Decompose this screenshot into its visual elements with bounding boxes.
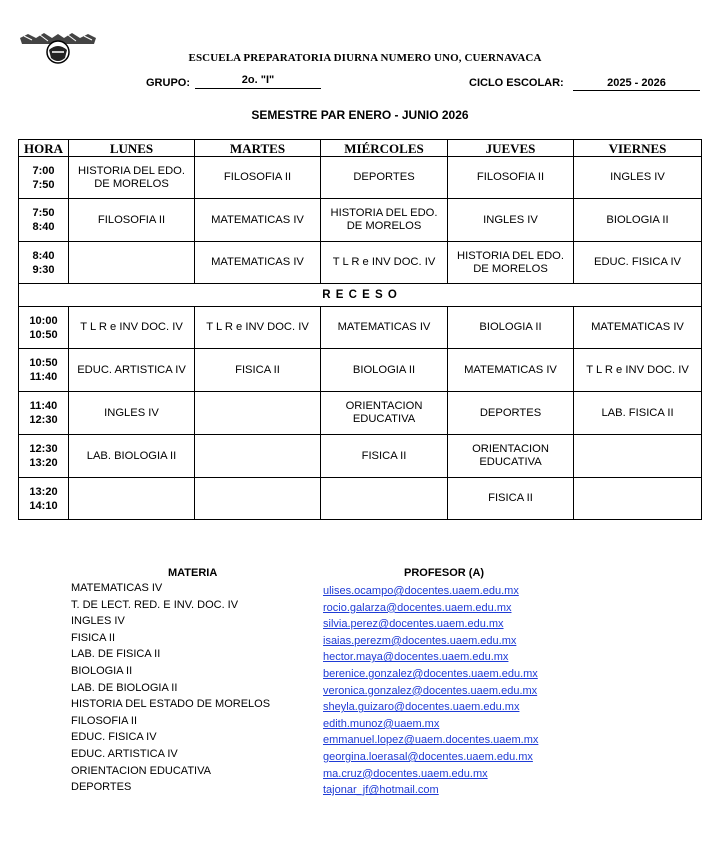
class-cell: T L R e INV DOC. IV <box>321 242 448 284</box>
column-header: VIERNES <box>574 140 702 157</box>
email-link[interactable]: berenice.gonzalez@docentes.uaem.edu.mx <box>323 667 538 680</box>
subject-item: LAB. DE FISICA II <box>71 648 161 661</box>
column-header: LUNES <box>69 140 195 157</box>
time-cell: 7:00 7:50 <box>19 157 69 199</box>
cycle-label: CICLO ESCOLAR: <box>469 77 564 89</box>
email-link[interactable]: sheyla.guizaro@docentes.uaem.edu.mx <box>323 701 520 714</box>
time-cell: 12:30 13:20 <box>19 435 69 478</box>
class-cell: T L R e INV DOC. IV <box>69 307 195 349</box>
email-link[interactable]: veronica.gonzalez@docentes.uaem.edu.mx <box>323 684 538 697</box>
class-cell: FISICA II <box>448 478 574 520</box>
class-cell: HISTORIA DEL EDO. DE MORELOS <box>69 157 195 199</box>
recess-row <box>19 284 702 307</box>
table-row <box>19 199 702 242</box>
class-cell: FILOSOFIA II <box>69 199 195 242</box>
group-value: 2o. "I" <box>195 74 321 89</box>
table-row <box>19 157 702 199</box>
column-header: MARTES <box>195 140 321 157</box>
email-link[interactable]: silvia.perez@docentes.uaem.edu.mx <box>323 618 504 631</box>
class-cell: INGLES IV <box>574 157 702 199</box>
subject-item: LAB. DE BIOLOGIA II <box>71 681 178 694</box>
class-cell: EDUC. ARTISTICA IV <box>69 349 195 392</box>
subject-item: MATEMATICAS IV <box>71 582 163 594</box>
email-link[interactable]: ma.cruz@docentes.uaem.edu.mx <box>323 767 488 780</box>
email-list <box>323 584 538 800</box>
class-cell: ORIENTACION EDUCATIVA <box>448 435 574 478</box>
column-header: HORA <box>19 140 69 157</box>
class-cell: BIOLOGIA II <box>448 307 574 349</box>
subject-header: MATERIA <box>168 567 218 579</box>
column-header: JUEVES <box>448 140 574 157</box>
email-link[interactable]: emmanuel.lopez@uaem.docentes.uaem.mx <box>323 734 539 747</box>
class-cell <box>574 435 702 478</box>
subject-item: FISICA II <box>71 631 116 644</box>
email-link[interactable]: rocio.galarza@docentes.uaem.edu.mx <box>323 601 512 614</box>
column-header: MIÉRCOLES <box>321 140 448 157</box>
class-cell: HISTORIA DEL EDO. DE MORELOS <box>448 242 574 284</box>
semester-title: SEMESTRE PAR ENERO - JUNIO 2026 <box>251 108 469 122</box>
class-cell: ORIENTACION EDUCATIVA <box>321 392 448 435</box>
subject-list <box>71 581 270 797</box>
subject-item: EDUC. ARTISTICA IV <box>71 747 178 760</box>
class-cell: LAB. FISICA II <box>574 392 702 435</box>
subject-item: FILOSOFIA II <box>71 714 138 727</box>
time-cell: 13:20 14:10 <box>19 478 69 520</box>
subject-item: INGLES IV <box>71 615 125 628</box>
class-cell: DEPORTES <box>448 392 574 435</box>
header-row <box>19 140 702 157</box>
class-cell: BIOLOGIA II <box>321 349 448 392</box>
email-link[interactable]: isaias.perezm@docentes.uaem.edu.mx <box>323 634 517 647</box>
table-row <box>19 307 702 349</box>
class-cell: DEPORTES <box>321 157 448 199</box>
subject-item: ORIENTACION EDUCATIVA <box>71 764 211 777</box>
email-link[interactable]: ulises.ocampo@docentes.uaem.edu.mx <box>323 585 519 597</box>
subject-item: HISTORIA DEL ESTADO DE MORELOS <box>71 698 271 711</box>
time-cell: 7:50 8:40 <box>19 199 69 242</box>
class-cell: FILOSOFIA II <box>195 157 321 199</box>
email-link[interactable]: edith.munoz@uaem.mx <box>323 717 440 730</box>
class-cell: FISICA II <box>321 435 448 478</box>
class-cell: EDUC. FISICA IV <box>574 242 702 284</box>
class-cell: MATEMATICAS IV <box>574 307 702 349</box>
class-cell: INGLES IV <box>448 199 574 242</box>
table-row <box>19 392 702 435</box>
cycle-value: 2025 - 2026 <box>573 74 700 91</box>
group-label: GRUPO: <box>146 77 190 89</box>
class-cell: T L R e INV DOC. IV <box>574 349 702 392</box>
table-row <box>19 478 702 520</box>
time-cell: 11:40 12:30 <box>19 392 69 435</box>
time-cell: 8:40 9:30 <box>19 242 69 284</box>
time-cell: 10:00 10:50 <box>19 307 69 349</box>
class-cell <box>195 478 321 520</box>
class-cell <box>69 242 195 284</box>
class-cell: MATEMATICAS IV <box>321 307 448 349</box>
schedule-table <box>18 139 702 520</box>
class-cell: HISTORIA DEL EDO. DE MORELOS <box>321 199 448 242</box>
subject-item: BIOLOGIA II <box>71 664 133 677</box>
table-row <box>19 242 702 284</box>
class-cell: LAB. BIOLOGIA II <box>69 435 195 478</box>
class-cell <box>195 392 321 435</box>
email-link[interactable]: hector.maya@docentes.uaem.edu.mx <box>323 651 509 664</box>
class-cell: BIOLOGIA II <box>574 199 702 242</box>
class-cell <box>69 478 195 520</box>
class-cell: MATEMATICAS IV <box>448 349 574 392</box>
subject-item: EDUC. FISICA IV <box>71 731 157 744</box>
class-cell: INGLES IV <box>69 392 195 435</box>
email-link[interactable]: georgina.loerasal@docentes.uaem.edu.mx <box>323 750 533 763</box>
class-cell: MATEMATICAS IV <box>195 199 321 242</box>
time-cell: 10:50 11:40 <box>19 349 69 392</box>
teacher-header: PROFESOR (A) <box>404 567 485 579</box>
class-cell: FILOSOFIA II <box>448 157 574 199</box>
school-name: ESCUELA PREPARATORIA DIURNA NUMERO UNO, CUERNAVACA <box>188 52 542 64</box>
table-row <box>19 349 702 392</box>
class-cell <box>321 478 448 520</box>
table-row <box>19 435 702 478</box>
class-cell <box>195 435 321 478</box>
class-cell: T L R e INV DOC. IV <box>195 307 321 349</box>
class-cell <box>574 478 702 520</box>
class-cell: FISICA II <box>195 349 321 392</box>
email-link[interactable]: tajonar_jf@hotmail.com <box>323 784 439 797</box>
class-cell: MATEMATICAS IV <box>195 242 321 284</box>
recess-label: R E C E S O <box>19 284 702 307</box>
subject-item: T. DE LECT. RED. E INV. DOC. IV <box>71 598 239 611</box>
subject-item: DEPORTES <box>71 781 132 794</box>
